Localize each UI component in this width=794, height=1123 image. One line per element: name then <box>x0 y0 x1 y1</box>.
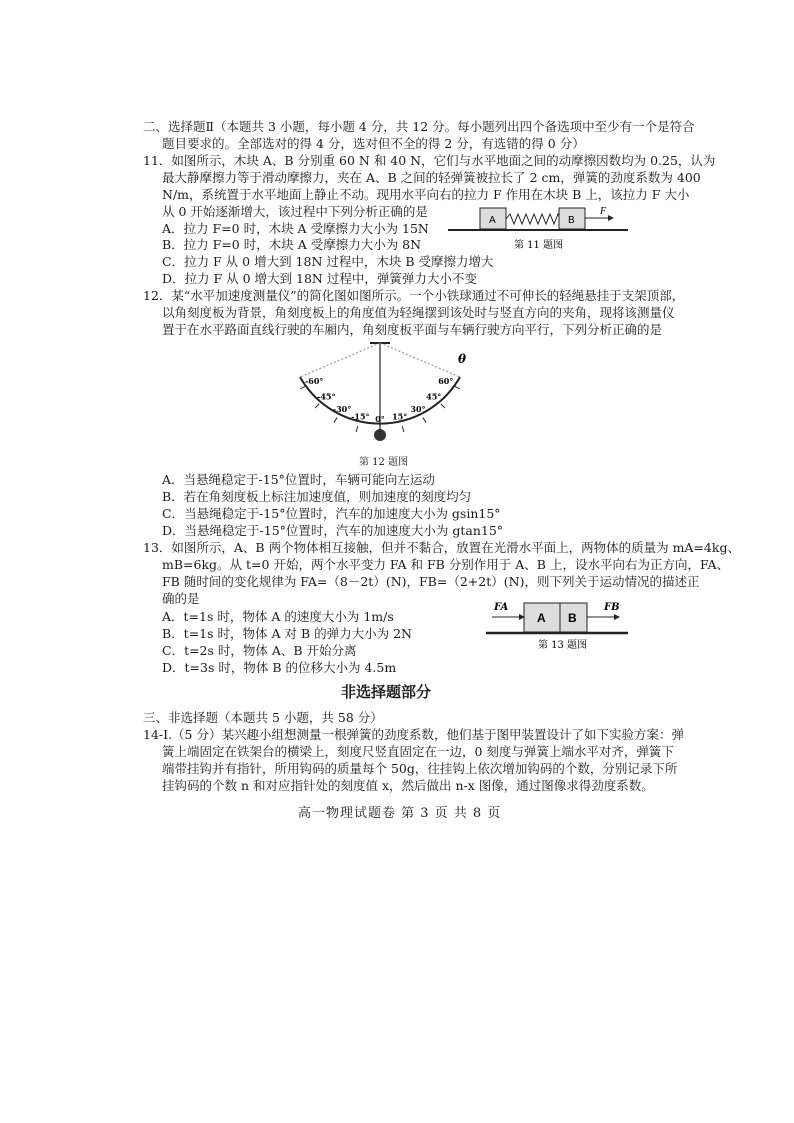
protractor-tick-label: -60° <box>304 376 324 386</box>
section-header-cont: 题目要求的。全部选对的得 4 分，选对但不全的得 2 分，有选错的得 0 分） <box>162 136 585 151</box>
q13-figure-caption: 第 13 题图 <box>538 640 588 651</box>
q13-option-d: D．t=3s 时，物体 B 的位移大小为 4.5m <box>162 660 397 675</box>
protractor-tick-label: 60° <box>438 376 454 386</box>
q13-option-a: A．t=1s 时，物体 A 的速度大小为 1m/s <box>162 609 394 624</box>
protractor-tick <box>300 386 305 389</box>
q11-stem: N/m，系统置于水平地面上静止不动。现用水平向右的拉力 F 作用在木块 B 上，该拉力 F 大小 <box>162 187 690 202</box>
q11-figure-caption: 第 11 题图 <box>514 240 564 251</box>
q13-option-c: C．t=2s 时，物体 A、B 开始分离 <box>162 643 357 658</box>
q11-stem: 11．如图所示，木块 A、B 分别重 60 N 和 40 N，它们与水平地面之间的动摩擦因数均为 0.25，认为 <box>143 153 716 168</box>
protractor-tick-label: -45° <box>317 391 336 402</box>
protractor-tick-label: 45° <box>426 391 442 402</box>
q12-option-b: B．若在角刻度板上标注加速度值，则加速度的刻度均匀 <box>162 489 472 504</box>
protractor-tick <box>454 386 459 389</box>
protractor-tick <box>334 417 337 422</box>
page-footer: 高一物理试题卷 第 3 页 共 8 页 <box>298 806 502 821</box>
q11-option-c: C．拉力 F 从 0 增大到 18N 过程中，木块 B 受摩擦力增大 <box>162 254 494 269</box>
block-b-label: B <box>568 215 575 226</box>
q13-stem: FB 随时间的变化规律为 FA=（8－2t）(N)，FB=（2+2t）(N)，则下列关于运动情况的描述正 <box>162 574 700 589</box>
theta-label: θ <box>458 352 467 366</box>
q12-option-d: D．当悬绳稳定于-15°位置时，汽车的加速度大小为 gtan15° <box>162 523 504 538</box>
protractor-tick-label: 30° <box>410 403 426 414</box>
q14-stem: 挂钩码的个数 n 和对应指针处的刻度值 x，然后做出 n-x 图像，通过图像求得劲度系数。 <box>162 778 654 793</box>
force-fa-label: FA <box>494 602 509 613</box>
q12-stem: 置于在水平路面直线行驶的车厢内，角刻度板平面与车辆行驶方向平行，下列分析正确的是 <box>162 322 663 337</box>
q14-stem: 14-Ⅰ.（5 分）某兴趣小组想测量一根弹簧的劲度系数，他们基于图甲装置设计了如下实验方案：弹 <box>143 727 684 742</box>
section-header: 二、选择题Ⅱ（本题共 3 小题，每小题 4 分，共 12 分。每小题列出四个备选项中至少有一个是符合 <box>143 119 695 134</box>
block-a-label: A <box>489 215 496 226</box>
block-b-label: B <box>568 611 577 625</box>
protractor-tick-label: 0° <box>375 414 385 424</box>
q11-option-d: D．拉力 F 从 0 增大到 18N 过程中，弹簧弹力大小不变 <box>162 271 477 286</box>
q11-option-b: B．拉力 F=0 时，木块 A 受摩擦力大小为 8N <box>162 237 422 252</box>
q11-stem: 从 0 开始逐渐增大，该过程中下列分析正确的是 <box>162 204 428 219</box>
protractor-tick <box>441 404 445 408</box>
q12-figure <box>270 335 500 470</box>
protractor-tick <box>356 426 358 432</box>
protractor-tick <box>423 417 426 422</box>
q12-option-a: A．当悬绳稳定于-15°位置时，车辆可能向左运动 <box>162 472 435 487</box>
q13-stem: 确的是 <box>162 591 200 606</box>
q12-stem: 以角刻度板为背景，角刻度板上的角度值为轻绳摆到该处时与竖直方向的夹角，现将该测量仪 <box>162 305 675 320</box>
protractor-tick-label: 15° <box>392 411 408 422</box>
q14-stem: 端带挂钩并有指针，所用钩码的质量每个 50g，往挂钩上依次增加钩码的个数，分别记录下所 <box>162 761 678 776</box>
q14-stem: 簧上端固定在铁架台的横梁上，刻度尺竖直固定在一边，0 刻度与弹簧上端水平对齐，弹簧下 <box>162 744 674 759</box>
q12-figure-caption: 第 12 题图 <box>359 457 409 468</box>
q13-stem: mB=6kg。从 t=0 开始，两个水平变力 FA 和 FB 分别作用于 A、B 上，设水平向右为正方向，FA、 <box>162 557 730 572</box>
q13-stem: 13．如图所示，A、B 两个物体相互接触，但并不黏合，放置在光滑水平面上，两物体的质量为 mA=4kg、 <box>143 540 740 555</box>
part-title: 非选择题部分 <box>341 683 432 701</box>
protractor-tick <box>402 426 404 432</box>
section-header: 三、非选择题（本题共 5 小题，共 58 分） <box>143 710 383 725</box>
q12-stem: 12．某“水平加速度测量仪”的简化图如图所示。一个小铁球通过不可伸长的轻绳悬挂于支架顶部， <box>143 288 685 303</box>
q11-option-a: A．拉力 F=0 时，木块 A 受摩擦力大小为 15N <box>162 221 429 236</box>
block-a-label: A <box>537 611 546 625</box>
force-fb-label: FB <box>604 602 620 613</box>
protractor-tick-label: -30° <box>332 403 352 414</box>
q13-figure <box>486 597 631 653</box>
q13-option-b: B．t=1s 时，物体 A 对 B 的弹力大小为 2N <box>162 626 412 641</box>
q12-option-c: C．当悬绳稳定于-15°位置时，汽车的加速度大小为 gsin15° <box>162 506 501 521</box>
protractor-tick <box>315 404 319 408</box>
force-f-label: F <box>600 206 607 217</box>
q11-figure <box>448 204 628 252</box>
q11-stem: 最大静摩擦力等于滑动摩擦力，夹在 A、B 之间的轻弹簧被拉长了 2 cm，弹簧的劲度系数为 400 <box>162 170 701 185</box>
protractor-tick-label: -15° <box>351 411 370 422</box>
